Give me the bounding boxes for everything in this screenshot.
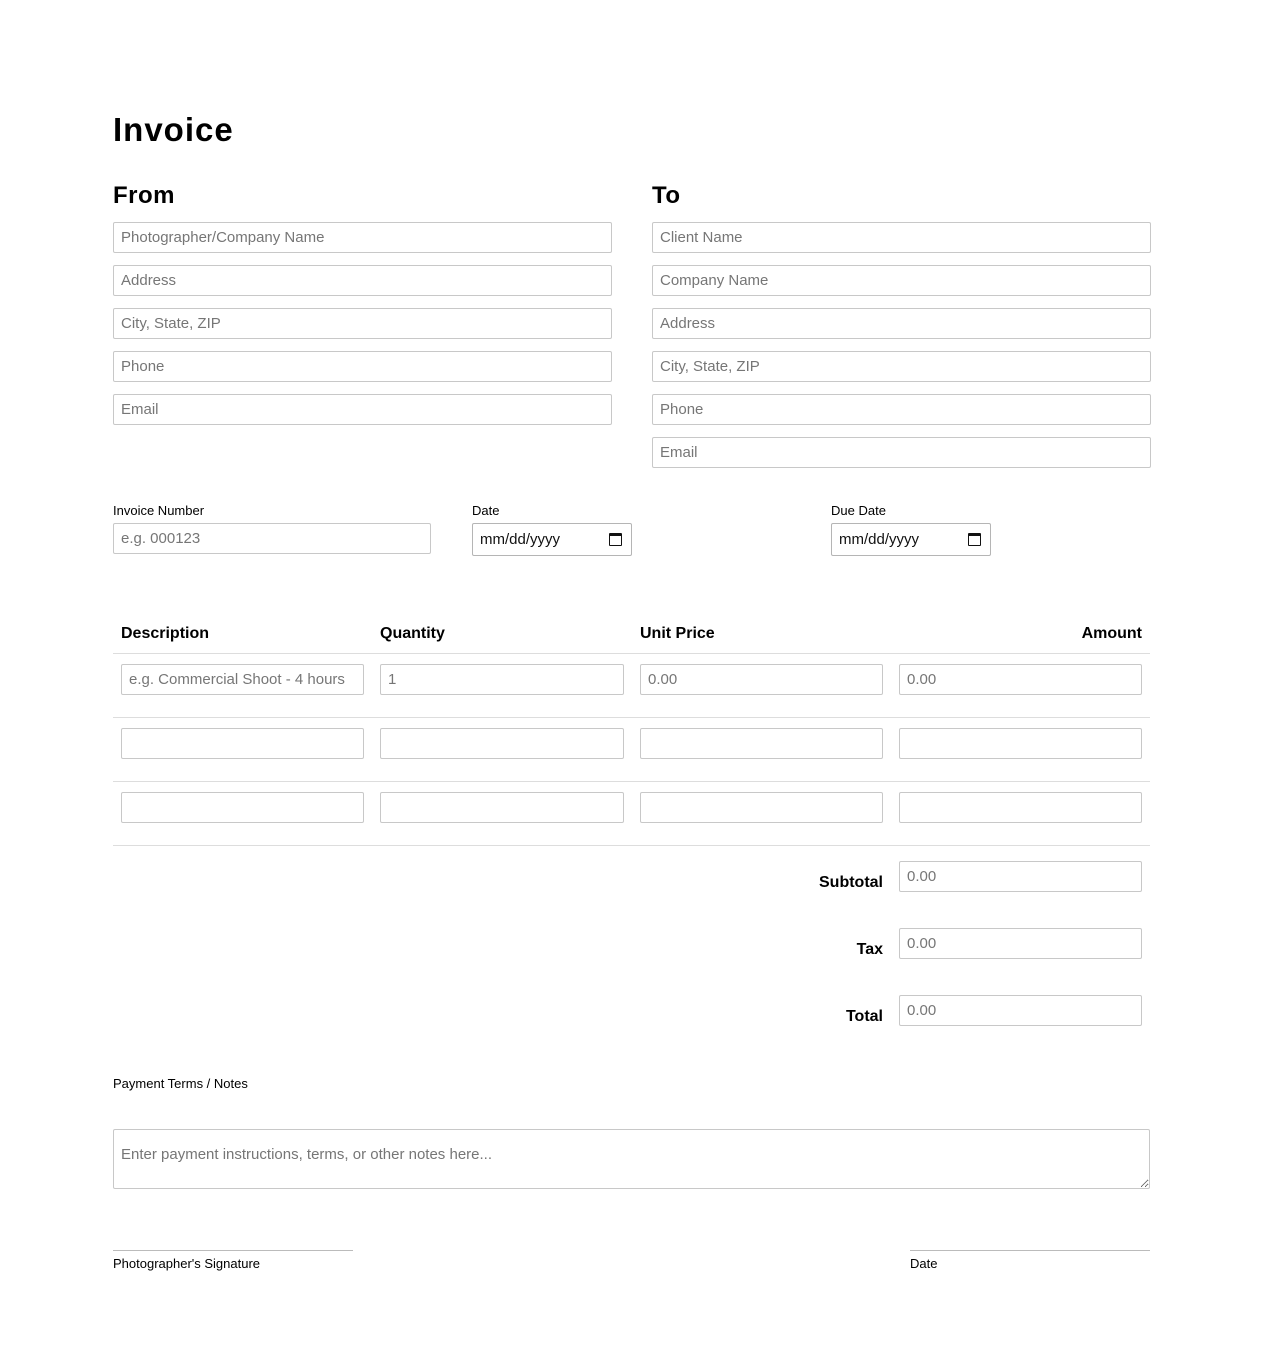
to-client-name-input[interactable] bbox=[652, 222, 1151, 253]
unit-price-input[interactable] bbox=[640, 792, 883, 823]
tax-input[interactable] bbox=[899, 928, 1142, 959]
header-quantity: Quantity bbox=[380, 625, 445, 642]
table-row bbox=[113, 718, 1150, 782]
invoice-number-group bbox=[113, 503, 431, 554]
from-address-input[interactable] bbox=[113, 265, 612, 296]
total-row bbox=[113, 995, 1150, 1062]
header-unit-price: Unit Price bbox=[640, 625, 715, 642]
unit-price-input[interactable] bbox=[640, 664, 883, 695]
tax-row bbox=[113, 928, 1150, 995]
from-section bbox=[113, 180, 612, 437]
calendar-icon[interactable] bbox=[609, 533, 622, 546]
to-heading: To bbox=[652, 182, 681, 209]
photographer-signature-label: Photographer's Signature bbox=[113, 1256, 261, 1271]
amount-input[interactable] bbox=[899, 792, 1142, 823]
table-header bbox=[113, 614, 1150, 654]
description-input[interactable] bbox=[121, 792, 364, 823]
from-heading: From bbox=[113, 182, 175, 209]
table-row bbox=[113, 782, 1150, 846]
amount-input[interactable] bbox=[899, 664, 1142, 695]
to-company-name-input[interactable] bbox=[652, 265, 1151, 296]
to-phone-input[interactable] bbox=[652, 394, 1151, 425]
invoice-meta bbox=[113, 503, 1150, 563]
photographer-signature-line bbox=[113, 1250, 353, 1272]
subtotal-input[interactable] bbox=[899, 861, 1142, 892]
unit-price-input[interactable] bbox=[640, 728, 883, 759]
header-description: Description bbox=[121, 625, 210, 642]
totals-section bbox=[113, 861, 1150, 1062]
subtotal-label: Subtotal bbox=[819, 874, 883, 891]
date-group bbox=[472, 503, 632, 556]
to-city-state-zip-input[interactable] bbox=[652, 351, 1151, 382]
invoice-number-label: Invoice Number bbox=[113, 503, 205, 518]
header-amount: Amount bbox=[1081, 625, 1142, 642]
due-date-group bbox=[831, 503, 991, 556]
date-label: Date bbox=[472, 503, 500, 518]
from-phone-input[interactable] bbox=[113, 351, 612, 382]
table-row bbox=[113, 654, 1150, 718]
date-input-value: mm/dd/yyyy bbox=[480, 531, 561, 548]
tax-label: Tax bbox=[856, 941, 883, 958]
page-title: Invoice bbox=[113, 111, 234, 148]
due-date-input-value: mm/dd/yyyy bbox=[839, 531, 920, 548]
signature-date-line bbox=[910, 1250, 1150, 1272]
due-date-label: Due Date bbox=[831, 503, 886, 518]
to-address-input[interactable] bbox=[652, 308, 1151, 339]
notes-section bbox=[113, 1076, 1150, 1092]
signature-date-label: Date bbox=[910, 1256, 938, 1271]
subtotal-row bbox=[113, 861, 1150, 928]
description-input[interactable] bbox=[121, 664, 364, 695]
from-city-state-zip-input[interactable] bbox=[113, 308, 612, 339]
total-input[interactable] bbox=[899, 995, 1142, 1026]
total-label: Total bbox=[845, 1008, 883, 1025]
due-date-input[interactable] bbox=[831, 523, 991, 556]
from-email-input[interactable] bbox=[113, 394, 612, 425]
description-input[interactable] bbox=[121, 728, 364, 759]
notes-textarea[interactable] bbox=[113, 1129, 1150, 1189]
quantity-input[interactable] bbox=[380, 792, 624, 823]
invoice-number-input[interactable] bbox=[113, 523, 431, 554]
from-name-input[interactable] bbox=[113, 222, 612, 253]
quantity-input[interactable] bbox=[380, 664, 624, 695]
to-email-input[interactable] bbox=[652, 437, 1151, 468]
date-input[interactable] bbox=[472, 523, 632, 556]
notes-label: Payment Terms / Notes bbox=[113, 1076, 248, 1091]
amount-input[interactable] bbox=[899, 728, 1142, 759]
quantity-input[interactable] bbox=[380, 728, 624, 759]
calendar-icon[interactable] bbox=[968, 533, 981, 546]
line-items-table bbox=[113, 614, 1150, 846]
to-section bbox=[652, 180, 1151, 480]
